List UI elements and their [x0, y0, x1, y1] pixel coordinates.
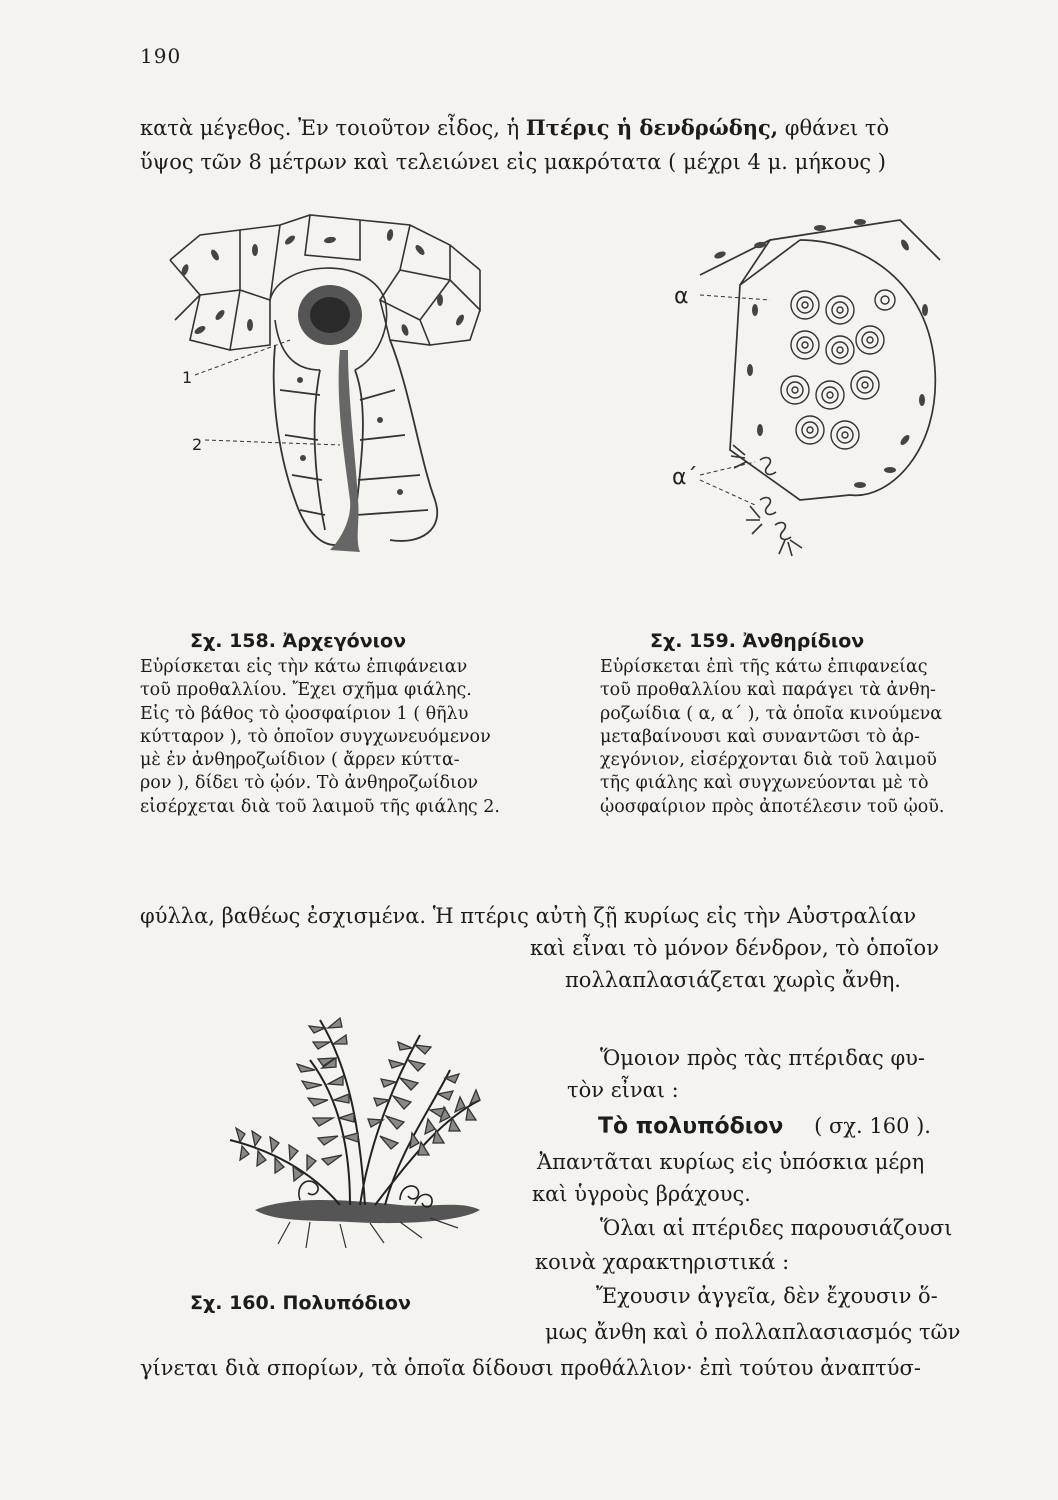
right-text-line-1: Ὅμοιον πρὸς τὰς πτέριδας φυ- — [600, 1046, 926, 1070]
middle-text-line-2: καὶ εἶναι τὸ μόνον δένδρον, τὸ ὁποῖον — [530, 936, 939, 960]
right-text-line-2: τὸν εἶναι : — [567, 1078, 679, 1102]
fig159-caption-line: τοῦ προθαλλίου καὶ παράγει τὰ ἀνθη- — [600, 680, 936, 701]
fig158-caption-line: Εὑρίσκεται εἰς τὴν κάτω ἐπιφάνειαν — [140, 657, 468, 677]
right-text-line-9: μως ἄνθη καὶ ὁ πολλαπλασιασμός τῶν — [545, 1320, 961, 1344]
fig158-caption-line: τοῦ προθαλλίου. Ἔχει σχῆμα φιάλης. — [140, 680, 472, 701]
fig159-caption — [600, 656, 944, 819]
fig159-caption-line: Εὑρίσκεται ἐπὶ τῆς κάτω ἐπιφανείας — [600, 657, 928, 677]
fig158-caption — [140, 656, 500, 819]
polypody-fern-illustration — [200, 1000, 565, 1255]
archegonium-illustration — [160, 200, 490, 585]
fig159-caption-line: τῆς φιάλης καὶ συγχωνεύονται μὲ τὸ — [600, 773, 929, 794]
fig160-title: Σχ. 160. Πολυπόδιον — [190, 1292, 411, 1314]
fig158-caption-line: κύτταρον ), τὸ ὁποῖον συγχωνευόμενον — [140, 726, 491, 747]
middle-text-line-3: πολλαπλασιάζεται χωρὶς ἄνθη. — [565, 968, 901, 992]
top-text-line-1-a: κατὰ μέγεθος. Ἐν τοιοῦτον εἶδος, ἡ — [140, 116, 520, 140]
top-text-line-2: ὕψος τῶν 8 μέτρων καὶ τελειώνει εἰς μακρότατα ( μέχρι 4 μ. μήκους ) — [140, 150, 886, 174]
right-text-line-6: Ὅλαι αἱ πτέριδες παρουσιάζουσι — [600, 1216, 953, 1240]
fig158-label-2: 2 — [192, 435, 203, 454]
fig158-caption-line: ρον ), δίδει τὸ ᾠόν. Τὸ ἀνθηροζωίδιον — [140, 773, 479, 794]
right-text-line-7: κοινὰ χαρακτηριστικά : — [535, 1250, 790, 1274]
fig159-title: Σχ. 159. Ἀνθηρίδιον — [650, 630, 865, 652]
figure-reference: ( σχ. 160 ). — [814, 1114, 931, 1138]
fig158-caption-line: μὲ ἐν ἀνθηροζωίδιον ( ἄρρεν κύττα- — [140, 750, 460, 771]
bottom-text-line-1: γίνεται διὰ σπορίων, τὰ ὁποῖα δίδουσι προθάλλιον· ἐπὶ τούτου ἀναπτύσ- — [140, 1356, 921, 1380]
fig159-label-a-prime: α΄ — [672, 465, 698, 490]
middle-text-line-1: φύλλα, βαθέως ἐσχισμένα. Ἡ πτέρις αὐτὴ ζῇ κυρίως εἰς τὴν Αὐστραλίαν — [140, 904, 917, 928]
polypodium-name: Τὸ πολυπόδιον — [598, 1114, 784, 1139]
page-number: 190 — [140, 44, 182, 68]
fig158-title: Σχ. 158. Ἀρχεγόνιον — [190, 630, 407, 652]
right-text-line-3 — [598, 1112, 931, 1141]
top-text-line-1 — [140, 114, 889, 142]
right-text-line-4: Ἀπαντᾶται κυρίως εἰς ὑπόσκια μέρη — [537, 1150, 925, 1174]
right-text-line-5: καὶ ὑγροὺς βράχους. — [532, 1182, 751, 1206]
pteris-name: Πτέρις ἡ δενδρώδης, — [525, 115, 779, 140]
top-text-line-1-c: φθάνει τὸ — [784, 116, 890, 140]
antheridium-illustration — [660, 200, 960, 570]
fig158-label-1: 1 — [182, 368, 193, 387]
fig159-caption-line: μεταβαίνουσι καὶ συναντῶσι τὸ ἀρ- — [600, 726, 920, 747]
fig158-caption-line: εἰσέρχεται διὰ τοῦ λαιμοῦ τῆς φιάλης 2. — [140, 796, 500, 817]
fig159-caption-line: ᾠοσφαίριον πρὸς ἀποτέλεσιν τοῦ ᾠοῦ. — [600, 796, 945, 817]
fig158-caption-line: Εἰς τὸ βάθος τὸ ᾠοσφαίριον 1 ( θῆλυ — [140, 703, 469, 724]
right-text-line-8: Ἔχουσιν ἀγγεῖα, δὲν ἔχουσιν ὅ- — [596, 1284, 938, 1308]
fig159-caption-line: ροζωίδια ( α, α΄ ), τὰ ὁποῖα κινούμενα — [600, 703, 943, 724]
fig159-caption-line: χεγόνιον, εἰσέρχονται διὰ τοῦ λαιμοῦ — [600, 750, 937, 771]
fig159-label-a: α — [674, 284, 689, 309]
